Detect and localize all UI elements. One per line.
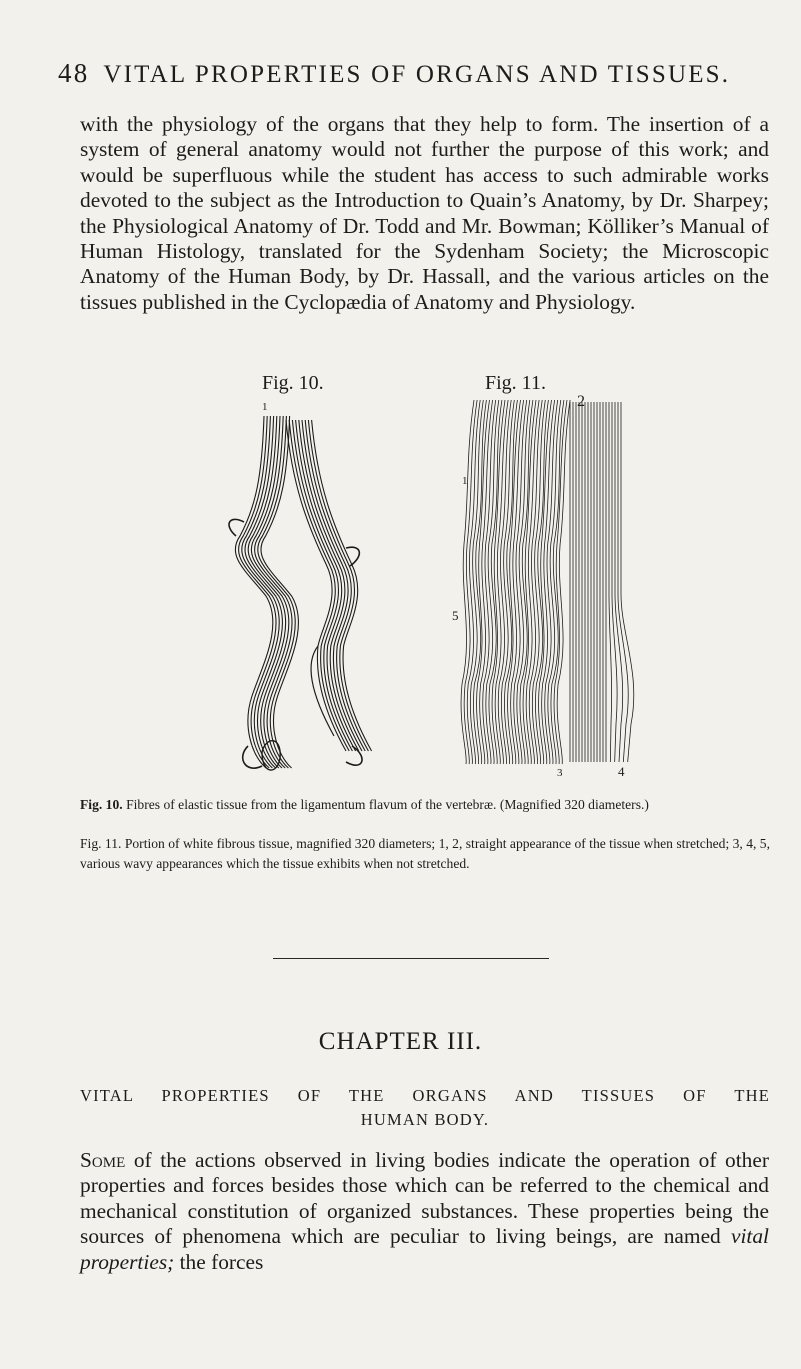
chapter-title: CHAPTER III.	[318, 1028, 483, 1055]
fig11-marker-3: 3	[557, 767, 563, 779]
caption-fig10	[80, 795, 770, 815]
fig11-marker-2: 2	[577, 394, 585, 410]
chapter-subtitle	[80, 1084, 770, 1132]
chapter-subtitle-line2: HUMAN BODY.	[360, 1110, 490, 1129]
paragraph-intro: with the physiology of the organs that they help to form. The insertion of a system of general anatomy would not further the purpose of this work; and would be superfluous while the student has access to such admirable works devoted to the subject as the Introduction to Quain’s Anatomy, by Dr. Sharpey; the Physiological Anatomy of Dr. Todd and Mr. Bowman; Kölliker’s Manual of Human Histology, translated for the Sydenham Society; the Microscopic Anatomy of the Human Body, by Dr. Hassall, and the various articles on the tissues published in the Cyclopædia of Anatomy and Physiology.	[80, 112, 769, 314]
fig11-white-fibrous-tissue-illustration	[450, 394, 640, 780]
fig11-marker-5: 5	[452, 608, 459, 623]
chapter-subtitle-line1: VITAL PROPERTIES OF THE ORGANS AND TISSUES OF THE	[80, 1086, 770, 1105]
fig10-label: Fig. 10.	[262, 372, 324, 394]
paragraph-chapter-text-1: of the actions observed in living bodies indicate the operation of other properties and forces besides those which can be referred to the chemical and mechanical constitution of organized substances. These properties being the sources of phenomena which are peculiar to living beings, are named	[80, 1148, 769, 1249]
lead-word: Some	[80, 1148, 126, 1172]
fibrous-tissue-line	[557, 400, 570, 764]
fig10-elastic-fibres-illustration	[222, 396, 372, 776]
paragraph-chapter-opening	[80, 1148, 769, 1275]
paragraph-chapter-text-2: the forces	[174, 1249, 264, 1274]
caption-fig10-text: Fibres of elastic tissue from the ligamentum flavum of the vertebræ. (Magnified 320 diameters.)	[126, 797, 649, 812]
italic-vital-properties: vital properties;	[80, 1224, 769, 1274]
fibrous-tissue-line	[615, 402, 623, 762]
caption-fig10-label: Fig. 10.	[80, 797, 123, 812]
section-divider	[273, 958, 549, 959]
caption-fig11-label: Fig. 11.	[80, 836, 122, 851]
caption-fig11-text: Portion of white fibrous tissue, magnified 320 diameters; 1, 2, straight appearance of the tissue when stretched; 3, 4, 5, various wavy appearances which the tissue exhibits when not stretched.	[80, 836, 771, 871]
fig10-marker: 1	[262, 401, 268, 413]
running-head	[58, 58, 748, 89]
fig11-marker-1: 1	[462, 475, 468, 487]
fibrous-tissue-line	[618, 402, 628, 762]
fibrous-tissue-line	[612, 402, 617, 762]
fibrous-tissue-line	[609, 402, 612, 762]
running-head-title: VITAL PROPERTIES OF ORGANS AND TISSUES.	[103, 61, 731, 88]
caption-fig11	[80, 834, 770, 874]
fig11-marker-4: 4	[618, 764, 625, 779]
page-number: 48	[58, 58, 90, 88]
fig11-label: Fig. 11.	[485, 372, 546, 394]
